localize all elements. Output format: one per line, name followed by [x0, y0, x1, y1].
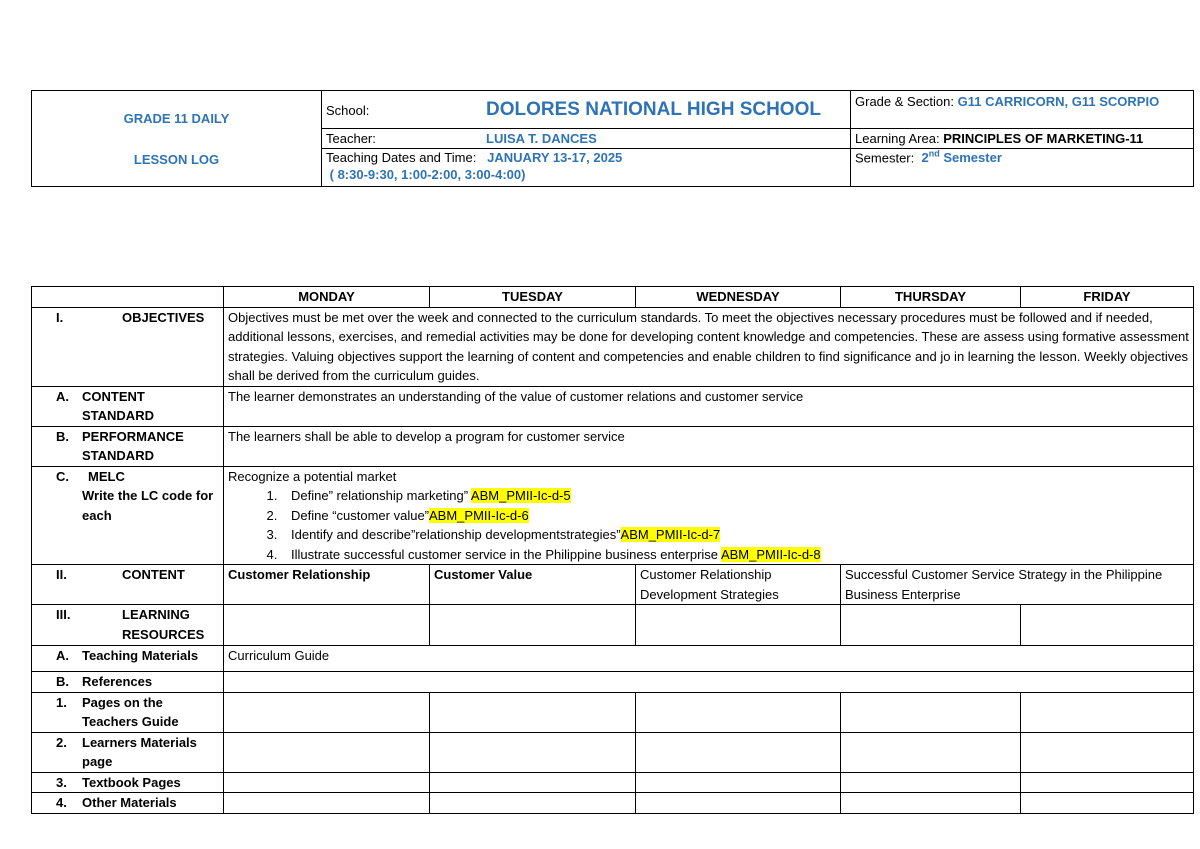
school-cell — [322, 91, 851, 129]
learning-resources-label — [32, 605, 224, 646]
area-label: Learning Area: — [855, 131, 940, 146]
semester-number: 2 — [921, 150, 929, 166]
content-label — [32, 565, 224, 605]
teaching-materials-row — [32, 646, 1194, 672]
melc-item — [281, 545, 1189, 565]
semester-suffix: nd — [928, 149, 940, 159]
textbook-pages-num: 3. — [56, 774, 67, 790]
references-label — [32, 672, 224, 693]
content-tuesday: Customer Value — [430, 565, 636, 605]
om-thursday — [841, 793, 1021, 814]
resources-tuesday — [430, 605, 636, 646]
content-standard-title: CONTENT STANDARD — [82, 388, 154, 423]
textbook-pages-title: Textbook Pages — [82, 774, 181, 790]
teaching-materials-text: Curriculum Guide — [224, 646, 1194, 672]
tg-wednesday — [636, 692, 841, 732]
grade-label: Grade & Section: — [855, 94, 954, 109]
title-line-1: GRADE 11 DAILY — [123, 110, 230, 126]
melc-title: MELC — [88, 468, 125, 484]
tg-monday — [224, 692, 430, 732]
objectives-title: OBJECTIVES — [122, 309, 205, 325]
other-materials-row — [32, 793, 1194, 814]
days-header-row — [32, 287, 1194, 308]
references-cell — [224, 672, 1194, 693]
melc-item — [281, 525, 1189, 545]
learning-resources-num: III. — [56, 607, 71, 622]
learning-area-cell — [851, 129, 1194, 149]
tb-tuesday — [430, 772, 636, 793]
school-label: School: — [326, 102, 370, 118]
lm-thursday — [841, 732, 1021, 772]
tb-wednesday — [636, 772, 841, 793]
melc-item-code: ABM_PMII-Ic-d-6 — [429, 507, 529, 523]
grade-value: G11 CARRICORN, G11 SCORPIO — [957, 94, 1160, 109]
references-num: B. — [56, 674, 69, 689]
teachers-guide-title: Pages on the Teachers Guide — [82, 694, 179, 729]
content-row — [32, 565, 1194, 605]
melc-item-text: Identify and describe”relationship developmentstrategies” — [291, 527, 621, 542]
melc-item-code: ABM_PMII-Ic-d-5 — [470, 488, 571, 503]
performance-standard-text: The learners shall be able to develop a program for customer service — [224, 426, 1194, 466]
performance-standard-label — [32, 426, 224, 466]
teaching-materials-label — [32, 646, 224, 672]
day-thursday: THURSDAY — [841, 287, 1021, 308]
other-materials-label — [32, 793, 224, 814]
melc-content — [224, 466, 1194, 565]
teacher-cell — [322, 129, 851, 149]
om-monday — [224, 793, 430, 814]
melc-item-code: ABM_PMII-Ic-d-7 — [620, 527, 721, 542]
references-row — [32, 672, 1194, 693]
textbook-pages-label — [32, 772, 224, 793]
content-standard-num: A. — [56, 388, 69, 404]
lm-tuesday — [430, 732, 636, 772]
om-tuesday — [430, 793, 636, 814]
references-title: References — [82, 674, 153, 689]
lm-monday — [224, 732, 430, 772]
objectives-label — [32, 307, 224, 386]
lesson-log-table — [31, 286, 1194, 814]
dates-label: Teaching Dates and Time: — [326, 150, 477, 165]
content-thursday: Successful Customer Service Strategy in the Philippine Business Enterprise — [841, 565, 1194, 605]
content-wednesday: Customer Relationship Development Strategies — [636, 565, 841, 605]
melc-item-text: Define” relationship marketing” — [291, 488, 471, 503]
om-wednesday — [636, 793, 841, 814]
teachers-guide-label — [32, 692, 224, 732]
resources-thursday — [841, 605, 1021, 646]
learners-materials-label — [32, 732, 224, 772]
learners-materials-row — [32, 732, 1194, 772]
lm-friday — [1021, 732, 1194, 772]
objectives-row — [32, 307, 1194, 386]
header-table — [31, 90, 1194, 187]
grade-section-cell — [851, 91, 1194, 129]
objectives-num: I. — [56, 309, 64, 325]
other-materials-num: 4. — [56, 795, 67, 810]
performance-standard-row — [32, 426, 1194, 466]
tg-tuesday — [430, 692, 636, 732]
melc-list — [228, 486, 1189, 564]
semester-cell — [851, 149, 1194, 187]
resources-friday — [1021, 605, 1194, 646]
school-value: DOLORES NATIONAL HIGH SCHOOL — [486, 98, 821, 120]
semester-value — [921, 150, 1001, 165]
day-wednesday: WEDNESDAY — [636, 287, 841, 308]
melc-item — [281, 506, 1189, 526]
teacher-value: LUISA T. DANCES — [486, 131, 597, 146]
content-standard-text: The learner demonstrates an understanding of the value of customer relations and customer service — [224, 386, 1194, 426]
performance-standard-num: B. — [56, 428, 69, 444]
day-friday: FRIDAY — [1021, 287, 1194, 308]
content-monday: Customer Relationship — [224, 565, 430, 605]
dates-value: JANUARY 13-17, 2025 — [487, 150, 623, 165]
resources-wednesday — [636, 605, 841, 646]
content-standard-row — [32, 386, 1194, 426]
resources-monday — [224, 605, 430, 646]
learning-resources-row — [32, 605, 1194, 646]
semester-label: Semester: — [855, 150, 915, 166]
melc-item-text: Illustrate successful customer service in the Philippine business enterprise — [291, 546, 721, 562]
tg-thursday — [841, 692, 1021, 732]
content-standard-label — [32, 386, 224, 426]
melc-intro: Recognize a potential market — [228, 468, 397, 484]
melc-label — [32, 466, 224, 565]
area-value: PRINCIPLES OF MARKETING-11 — [943, 131, 1144, 146]
semester-word: Semester — [943, 150, 1002, 166]
title-line-2: LESSON LOG — [133, 151, 220, 167]
corner-cell — [32, 287, 224, 308]
melc-item — [281, 486, 1189, 506]
textbook-pages-row — [32, 772, 1194, 793]
content-title: CONTENT — [122, 567, 185, 582]
lm-wednesday — [636, 732, 841, 772]
teacher-label: Teacher: — [326, 131, 376, 146]
learning-resources-title: LEARNING RESOURCES — [122, 607, 205, 642]
objectives-text: Objectives must be met over the week and connected to the curriculum standards. To meet the objectives necessary procedures must be followed and if needed, additional lessons, exercises, and remedial activities may be done for developing content knowledge and competencies. These are assess using formative assessment strategies. Valuing objectives support the learning of content and competencies and enable children to find significance and jo in learning the lesson. Weekly objectives shall be derived from the curriculum guides. — [224, 307, 1194, 386]
teaching-materials-title: Teaching Materials — [82, 648, 199, 663]
tg-friday — [1021, 692, 1194, 732]
other-materials-title: Other Materials — [82, 795, 177, 810]
om-friday — [1021, 793, 1194, 814]
learners-materials-num: 2. — [56, 734, 67, 750]
teachers-guide-num: 1. — [56, 694, 67, 710]
teaching-dates-cell — [322, 149, 851, 187]
melc-row — [32, 466, 1194, 565]
page-title — [32, 91, 322, 187]
times-value: ( 8:30-9:30, 1:00-2:00, 3:00-4:00) — [329, 167, 526, 182]
teaching-materials-num: A. — [56, 648, 69, 663]
melc-sublabel: Write the LC code for each — [82, 488, 214, 523]
learners-materials-title: Learners Materials page — [82, 734, 197, 769]
melc-item-code: ABM_PMII-Ic-d-8 — [720, 546, 821, 562]
melc-item-text: Define “customer value” — [291, 507, 429, 523]
day-tuesday: TUESDAY — [430, 287, 636, 308]
tb-friday — [1021, 772, 1194, 793]
teachers-guide-row — [32, 692, 1194, 732]
melc-num: C. — [56, 468, 69, 484]
tb-thursday — [841, 772, 1021, 793]
tb-monday — [224, 772, 430, 793]
content-num: II. — [56, 567, 67, 582]
day-monday: MONDAY — [224, 287, 430, 308]
performance-standard-title: PERFORMANCE STANDARD — [82, 428, 184, 463]
